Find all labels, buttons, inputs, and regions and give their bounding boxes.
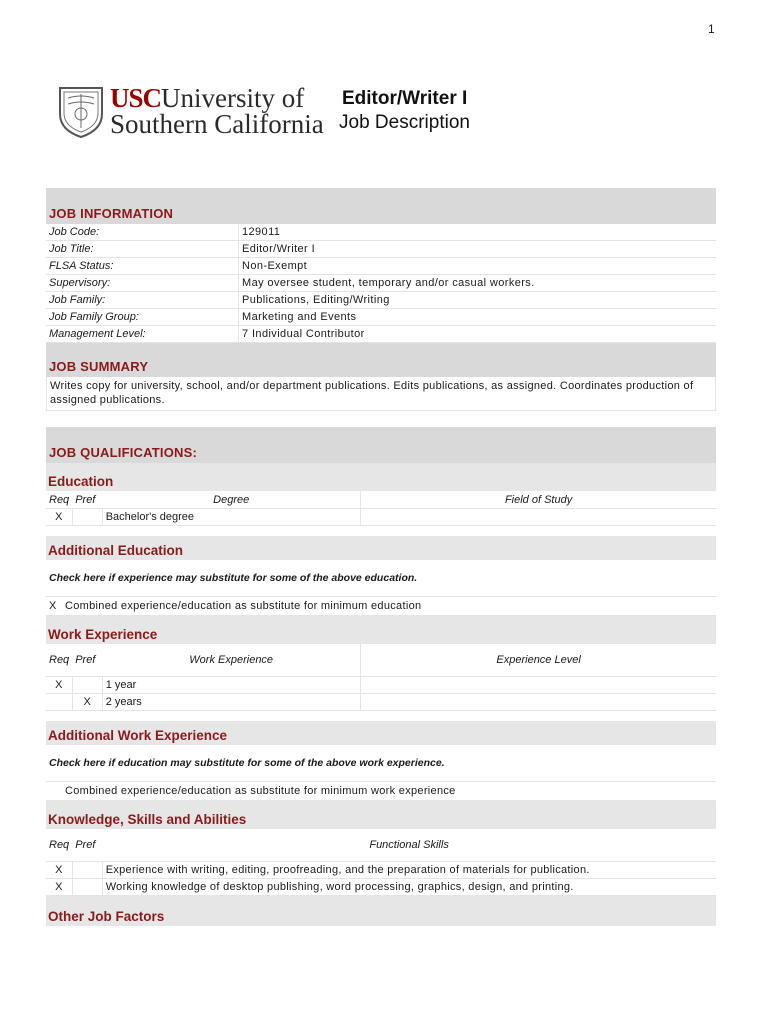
job-information-table [46, 224, 716, 343]
req-check [46, 694, 72, 711]
field-value: Non-Exempt [239, 258, 717, 275]
field-label: Management Level: [46, 326, 239, 343]
subsection-title: Additional Work Experience [48, 728, 228, 743]
additional-work-experience-note: Check here if education may substitute for some of the above work experience. [46, 745, 716, 782]
section-title: JOB SUMMARY [49, 359, 149, 374]
subsection-title: Education [48, 474, 114, 489]
subsection-title: Other Job Factors [48, 909, 165, 924]
pref-check [72, 879, 102, 896]
column-header-field: Field of Study [361, 491, 716, 509]
job-information-header [46, 188, 716, 224]
column-header-experience: Work Experience [102, 644, 361, 677]
work-experience-table [46, 644, 716, 711]
req-check: X [46, 509, 72, 526]
subsection-title: Additional Education [48, 543, 183, 558]
pref-check [72, 509, 102, 526]
field-cell [361, 509, 716, 526]
page-number: 1 [708, 22, 715, 36]
req-check: X [46, 677, 72, 694]
table-row [46, 694, 716, 711]
field-value: May oversee student, temporary and/or casual workers. [239, 275, 717, 292]
experience-cell: 2 years [102, 694, 361, 711]
skill-cell: Working knowledge of desktop publishing, word processing, graphics, design, and printing. [102, 879, 716, 896]
job-summary-text: Writes copy for university, school, and/or department publications. Edits publications, as assigned. Coordinates production of assigned publications. [46, 377, 716, 411]
education-table [46, 491, 716, 526]
logo-line-1: USCUniversity of [110, 83, 305, 113]
job-qualifications-header [46, 427, 716, 463]
table-row [46, 258, 716, 275]
subsection-title: Knowledge, Skills and Abilities [48, 812, 247, 827]
column-header-req: Req [46, 829, 72, 862]
table-header-row [46, 644, 716, 677]
column-header-pref: Pref [72, 829, 102, 862]
degree-cell: Bachelor's degree [102, 509, 361, 526]
additional-work-experience-option [46, 782, 716, 801]
req-check: X [46, 879, 72, 896]
table-row [46, 224, 716, 241]
field-value: Marketing and Events [239, 309, 717, 326]
additional-education-header [46, 536, 716, 560]
logo-line-2: Southern California [110, 109, 324, 139]
additional-work-experience-header [46, 721, 716, 745]
field-label: Job Code: [46, 224, 239, 241]
document-title: Editor/Writer I [342, 88, 468, 109]
job-summary-header [46, 343, 716, 377]
experience-cell: 1 year [102, 677, 361, 694]
section-title: JOB QUALIFICATIONS: [49, 445, 197, 460]
option-text: Combined experience/education as substitute for minimum education [65, 600, 422, 612]
table-row [46, 326, 716, 343]
table-header-row [46, 829, 716, 862]
field-value: Editor/Writer I [239, 241, 717, 258]
table-row [46, 862, 716, 879]
field-label: Job Title: [46, 241, 239, 258]
job-description-content [46, 188, 716, 926]
column-header-req: Req [46, 491, 72, 509]
field-label: FLSA Status: [46, 258, 239, 275]
field-label: Job Family: [46, 292, 239, 309]
column-header-pref: Pref [72, 644, 102, 677]
table-header-row [46, 491, 716, 509]
ksa-table [46, 829, 716, 896]
document-subtitle: Job Description [339, 112, 470, 133]
field-label: Job Family Group: [46, 309, 239, 326]
option-text: Combined experience/education as substitute for minimum work experience [65, 785, 456, 797]
subsection-title: Work Experience [48, 627, 158, 642]
req-check: X [46, 862, 72, 879]
table-row [46, 241, 716, 258]
pref-check [72, 677, 102, 694]
additional-education-option [46, 597, 716, 616]
pref-check [72, 862, 102, 879]
level-cell [361, 694, 716, 711]
table-row [46, 275, 716, 292]
work-experience-header [46, 616, 716, 644]
field-value: 7 Individual Contributor [239, 326, 717, 343]
additional-education-note: Check here if experience may substitute for some of the above education. [46, 560, 716, 597]
option-check: X [49, 600, 57, 612]
column-header-pref: Pref [72, 491, 102, 509]
field-value: Publications, Editing/Writing [239, 292, 717, 309]
skill-cell: Experience with writing, editing, proofreading, and the preparation of materials for publication. [102, 862, 716, 879]
column-header-level: Experience Level [361, 644, 716, 677]
field-label: Supervisory: [46, 275, 239, 292]
table-row [46, 879, 716, 896]
column-header-degree: Degree [102, 491, 361, 509]
education-header [46, 463, 716, 491]
pref-check: X [72, 694, 102, 711]
table-row [46, 292, 716, 309]
usc-logo [58, 84, 328, 140]
field-value: 129011 [239, 224, 717, 241]
section-title: JOB INFORMATION [49, 206, 174, 221]
usc-seal-icon [58, 84, 104, 138]
ksa-header [46, 801, 716, 829]
table-row [46, 677, 716, 694]
table-row [46, 509, 716, 526]
column-header-req: Req [46, 644, 72, 677]
column-header-skills: Functional Skills [102, 829, 716, 862]
level-cell [361, 677, 716, 694]
table-row [46, 309, 716, 326]
other-job-factors-header [46, 896, 716, 926]
